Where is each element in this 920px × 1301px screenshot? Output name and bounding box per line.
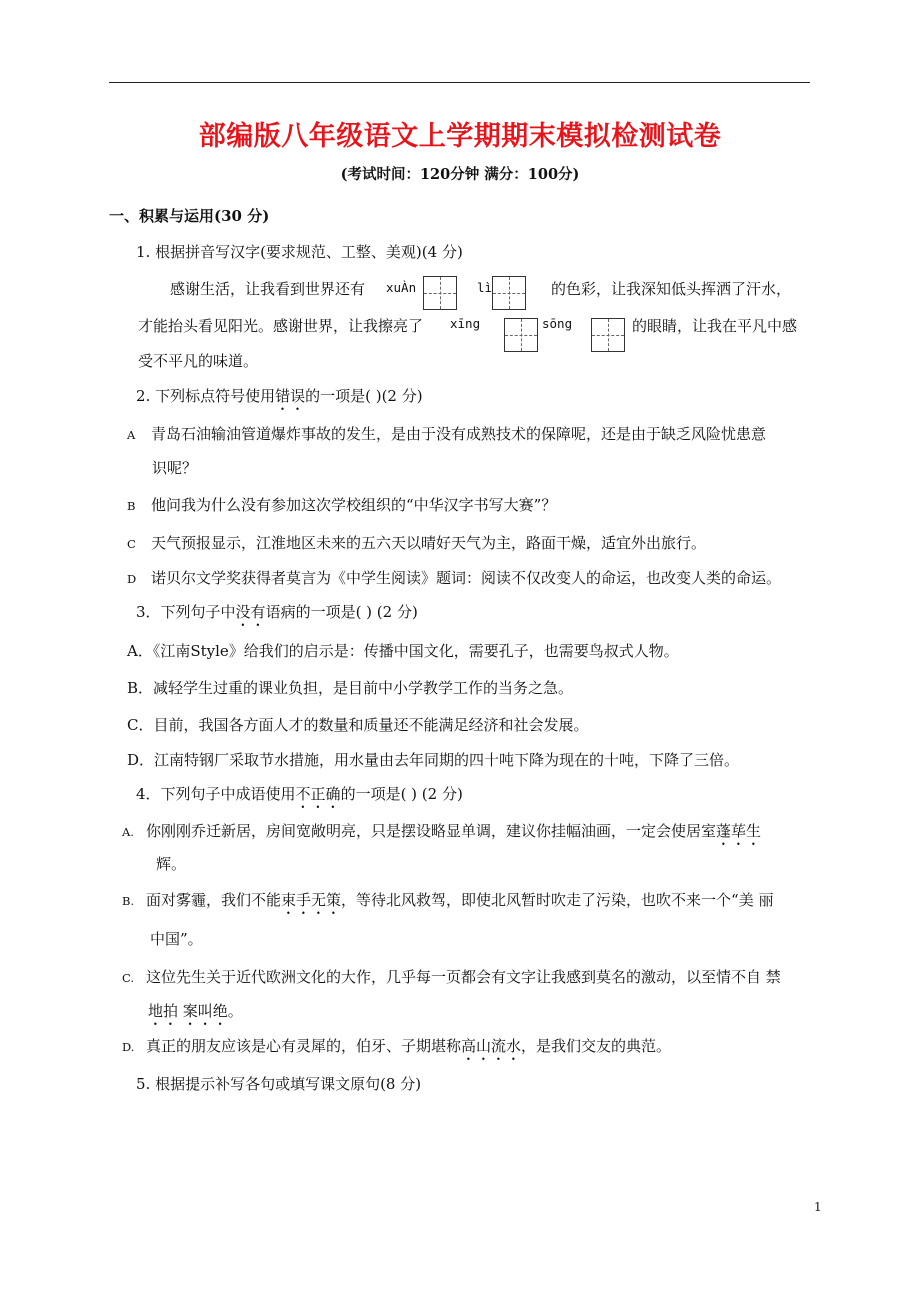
q4-option-b[interactable]: B. 面对雾霾，我们不能束手无策，等待北风救驾，即使北风暂时吹走了污染，也吹不来一个“美 丽	[122, 891, 774, 909]
q4-option-b-line2: 中国”。	[150, 930, 203, 948]
q4-option-a-line2: 辉。	[156, 855, 187, 873]
q4-stem: 4．下列句子中成语使用不正确的一项是( ) (2 分)	[136, 785, 463, 803]
q1-stem: 1. 根据拼音写汉字(要求规范、工整、美观)(4 分)	[136, 243, 463, 261]
q1-text-line1b: 的色彩，让我深知低头挥洒了汗水，	[551, 280, 792, 298]
q4-emphasis: 不正确	[295, 785, 341, 803]
pinyin-2: lì	[477, 280, 493, 295]
q3-option-b[interactable]: B．减轻学生过重的课业负担，是目前中小学教学工作的当务之急。	[127, 679, 574, 697]
writing-box-3[interactable]	[504, 318, 538, 352]
q4-option-c[interactable]: C. 这位先生关于近代欧洲文化的大作，几乎每一页都会有文字让我感到莫名的激动，以至情不自 禁	[122, 968, 781, 986]
writing-box-4[interactable]	[591, 318, 625, 352]
pinyin-4: sōng	[542, 316, 573, 331]
q4-option-a[interactable]: A. 你刚刚乔迁新居，房间宽敞明亮，只是摆设略显单调，建议你挂幅油画，一定会使居室蓬荜生	[122, 822, 762, 840]
q3-option-a[interactable]: A．《江南Style》给我们的启示是：传播中国文化，需要孔子，也需要鸟叔式人物。	[127, 642, 679, 660]
q2-option-a-line2: 识呢？	[152, 459, 198, 477]
q2-option-a[interactable]: A 青岛石油输油管道爆炸事故的发生，是由于没有成熟技术的保障呢，还是由于缺乏风险忧患意	[127, 425, 767, 443]
section-heading: 一、积累与运用(30 分)	[109, 207, 270, 225]
q2-option-c[interactable]: C 天气预报显示，江淮地区未来的五六天以晴好天气为主，路面干燥，适宜外出旅行。	[127, 534, 707, 552]
page-number: 1	[814, 1200, 822, 1214]
q1-text-line1a: 感谢生活，让我看到世界还有	[170, 280, 366, 298]
q4-option-c-line2: 地拍 案叫绝。	[148, 1002, 243, 1020]
q3-option-d[interactable]: D．江南特钢厂采取节水措施，用水量由去年同期的四十吨下降为现在的十吨，下降了三倍。	[127, 751, 740, 769]
q1-text-line2a: 才能抬头看见阳光。感谢世界，让我擦亮了	[138, 317, 424, 335]
q2-option-b[interactable]: B 他问我为什么没有参加这次学校组织的“中华汉字书写大赛”？	[127, 496, 557, 514]
q2-emphasis: 错误	[275, 387, 306, 405]
q5-stem: 5. 根据提示补写各句或填写课文原句(8 分)	[136, 1075, 422, 1093]
writing-box-1[interactable]	[423, 276, 457, 310]
q2-stem: 2. 下列标点符号使用错误的一项是( )(2 分)	[136, 387, 423, 405]
pinyin-3: xīng	[450, 316, 481, 331]
q4-option-d[interactable]: D. 真正的朋友应该是心有灵犀的，伯牙、子期堪称高山流水，是我们交友的典范。	[122, 1037, 672, 1055]
q1-text-line2b: 的眼睛，让我在平凡中感	[632, 317, 798, 335]
q3-emphasis: 没有	[235, 603, 266, 621]
q3-stem: 3．下列句子中没有语病的一项是( ) (2 分)	[136, 603, 418, 621]
pinyin-1: xuÀn	[386, 280, 417, 295]
q3-option-c[interactable]: C．目前，我国各方面人才的数量和质量还不能满足经济和社会发展。	[127, 716, 589, 734]
q1-text-line3: 受不平凡的味道。	[138, 352, 259, 370]
page-title: 部编版八年级语文上学期期末模拟检测试卷	[198, 121, 722, 152]
writing-box-2[interactable]	[492, 276, 526, 310]
header-rule	[109, 82, 810, 83]
q2-option-d[interactable]: D 诺贝尔文学奖获得者莫言为《中学生阅读》题词：阅读不仅改变人的命运，也改变人类的命运。	[127, 569, 782, 587]
exam-info: (考试时间：120分钟 满分：100分)	[340, 166, 580, 183]
